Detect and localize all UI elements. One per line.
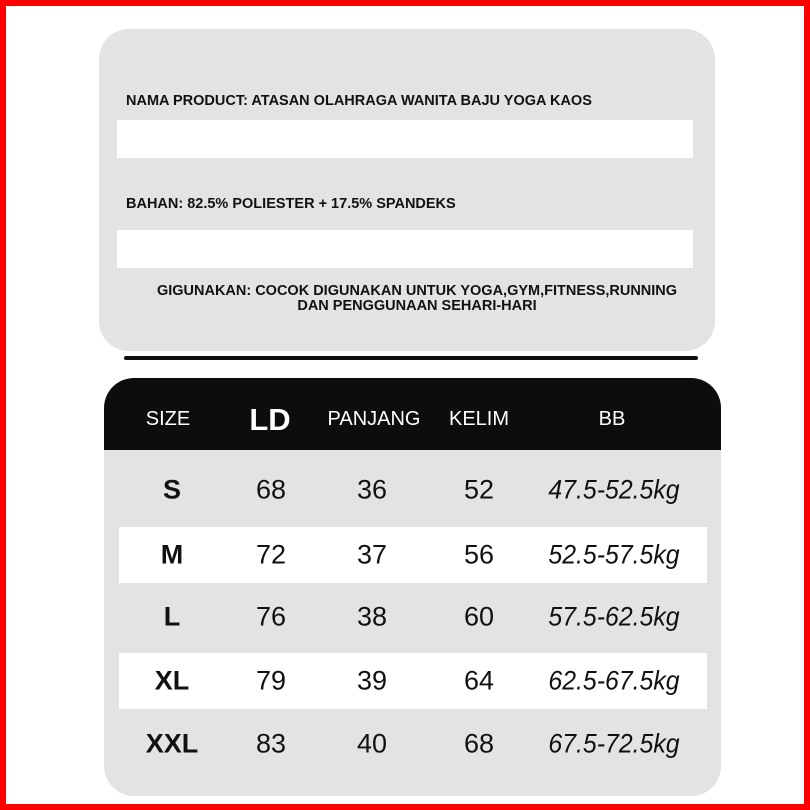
- usage-text: [117, 284, 717, 314]
- cell-kelim: 52: [463, 474, 495, 505]
- cell-panjang: 37: [356, 539, 388, 570]
- size-chart-header: [104, 378, 721, 450]
- header-ld: LD: [249, 402, 291, 437]
- cell-bb: 62.5-67.5kg: [548, 665, 680, 696]
- cell-panjang: 40: [356, 728, 388, 759]
- cell-kelim: 60: [463, 601, 495, 632]
- cell-panjang: 36: [356, 474, 388, 505]
- info-divider-strip: [117, 230, 693, 268]
- cell-panjang: 38: [356, 601, 388, 632]
- cell-size: XL: [154, 665, 190, 696]
- cell-ld: 72: [255, 539, 287, 570]
- material-text: BAHAN: 82.5% POLIESTER + 17.5% SPANDEKS: [126, 196, 456, 212]
- cell-ld: 68: [255, 474, 287, 505]
- cell-ld: 76: [255, 601, 287, 632]
- header-bb: BB: [598, 408, 626, 430]
- cell-bb: 67.5-72.5kg: [548, 728, 680, 759]
- table-row: [119, 462, 707, 518]
- cell-ld: 83: [255, 728, 287, 759]
- cell-panjang: 39: [356, 665, 388, 696]
- cell-size: S: [162, 474, 182, 505]
- product-info-card: [99, 29, 715, 351]
- usage-text-line-2: DAN PENGGUNAAN SEHARI-HARI: [297, 298, 537, 314]
- cell-bb: 57.5-62.5kg: [548, 601, 680, 632]
- size-chart-table: [104, 378, 721, 796]
- cell-bb: 52.5-57.5kg: [548, 539, 680, 570]
- cell-size: XXL: [145, 728, 199, 759]
- header-panjang: PANJANG: [327, 408, 421, 430]
- cell-bb: 47.5-52.5kg: [548, 474, 680, 505]
- header-size: SIZE: [145, 408, 191, 430]
- table-row: [119, 527, 707, 583]
- product-name-text: NAMA PRODUCT: ATASAN OLAHRAGA WANITA BAJU YOGA KAOS: [126, 93, 592, 109]
- cell-kelim: 56: [463, 539, 495, 570]
- info-divider-strip: [117, 120, 693, 158]
- section-divider: [124, 356, 698, 360]
- table-row: [119, 653, 707, 709]
- table-row: [119, 716, 707, 772]
- table-row: [119, 589, 707, 645]
- usage-text-line-1: GIGUNAKAN: COCOK DIGUNAKAN UNTUK YOGA,GYM,FITNESS,RUNNING: [156, 283, 678, 299]
- cell-size: L: [163, 601, 181, 632]
- header-kelim: KELIM: [448, 408, 510, 430]
- cell-kelim: 64: [463, 665, 495, 696]
- cell-ld: 79: [255, 665, 287, 696]
- cell-size: M: [160, 539, 184, 570]
- cell-kelim: 68: [463, 728, 495, 759]
